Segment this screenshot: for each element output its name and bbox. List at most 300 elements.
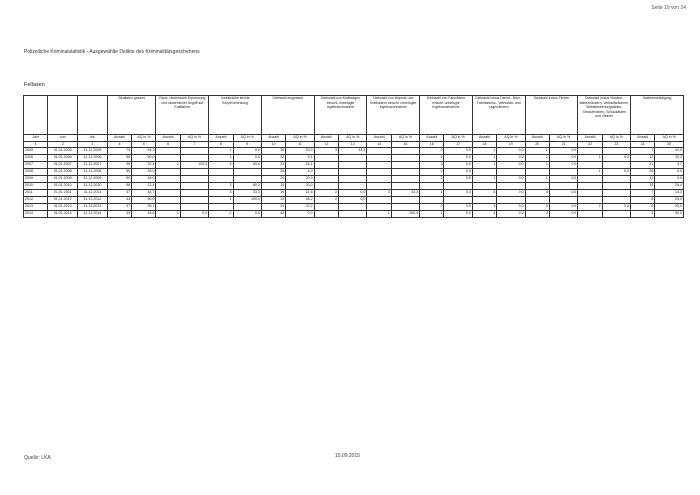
table-cell: 54,3 — [132, 148, 156, 155]
table-cell: 35,1 — [132, 204, 156, 211]
source-note: Quelle: LKA — [24, 455, 51, 461]
table-cell: 0,0 — [549, 204, 577, 211]
table-cell: 7 — [631, 190, 655, 197]
table-cell: 1 — [420, 190, 444, 197]
column-index: 9 — [233, 142, 261, 148]
table-cell: 4 — [472, 190, 496, 197]
table-cell — [602, 176, 630, 183]
column-index: 19 — [497, 142, 525, 148]
table-cell: 31.12.2012 — [78, 197, 108, 204]
column-index: 24 — [631, 142, 655, 148]
table-cell: 3 — [472, 204, 496, 211]
column-index: 4 — [107, 142, 131, 148]
table-cell: 1 — [525, 155, 549, 162]
column-subheader: Anzahl — [261, 135, 285, 142]
table-cell — [209, 204, 233, 211]
table-cell: 14,3 — [655, 190, 684, 197]
table-cell: 3 — [209, 190, 233, 197]
table-row — [24, 183, 684, 190]
table-cell — [391, 162, 419, 169]
table-cell — [156, 197, 180, 204]
table-cell — [156, 176, 180, 183]
table-cell: 3 — [367, 190, 391, 197]
table-cell: 100,0 — [233, 197, 261, 204]
table-cell: 01.01.2009 — [48, 176, 78, 183]
table-cell — [180, 176, 208, 183]
table-cell: 0,0 — [444, 211, 472, 218]
table-cell: 1 — [156, 211, 180, 218]
table-cell — [367, 169, 391, 176]
table-cell — [525, 169, 549, 176]
table-cell: 1 — [525, 176, 549, 183]
group-header: Vorsätzliche leichte Körperverletzung — [209, 96, 262, 135]
year-cell: 2012 — [24, 197, 48, 204]
table-cell: 8 — [631, 197, 655, 204]
statistics-table — [23, 95, 684, 218]
year-cell: 2009 — [24, 176, 48, 183]
table-cell: 0,0 — [497, 155, 525, 162]
table-cell: 15 — [631, 183, 655, 190]
table-cell: 0,0 — [233, 148, 261, 155]
table-cell: 1 — [472, 148, 496, 155]
table-cell: 01.01.2008 — [48, 169, 78, 176]
table-cell: 50 — [107, 169, 131, 176]
column-subheader: bis — [78, 135, 108, 142]
table-cell — [339, 211, 367, 218]
table-cell — [602, 162, 630, 169]
subheader-row — [24, 135, 684, 142]
table-cell — [391, 169, 419, 176]
table-cell: 0,0 — [233, 211, 261, 218]
table-cell — [233, 169, 261, 176]
table-cell: 0,0 — [339, 190, 367, 197]
column-subheader: von — [48, 135, 78, 142]
table-row — [24, 169, 684, 176]
table-row — [24, 148, 684, 155]
header-blank — [24, 96, 48, 135]
table-cell — [233, 176, 261, 183]
column-subheader: Anzahl — [156, 135, 180, 142]
table-cell — [578, 183, 602, 190]
table-cell — [472, 169, 496, 176]
table-cell: 1 — [472, 155, 496, 162]
table-cell: 4 — [631, 211, 655, 218]
table-cell: 0,0 — [497, 190, 525, 197]
table-cell: 0,0 — [549, 155, 577, 162]
table-cell — [444, 197, 472, 204]
table-cell: 21 — [631, 162, 655, 169]
table-cell: 13 — [261, 197, 285, 204]
table-cell: 50,0 — [132, 155, 156, 162]
table-cell — [578, 197, 602, 204]
table-cell: 2 — [578, 204, 602, 211]
table-cell — [180, 204, 208, 211]
table-cell: 50,0 — [132, 197, 156, 204]
table-cell: 31.12.2011 — [78, 190, 108, 197]
table-cell: 31.12.2013 — [78, 204, 108, 211]
table-cell: 1 — [156, 162, 180, 169]
column-subheader: Jahr — [24, 135, 48, 142]
column-index: 13 — [339, 142, 367, 148]
table-cell: 12 — [631, 155, 655, 162]
table-cell: 36 — [107, 162, 131, 169]
table-cell — [156, 148, 180, 155]
table-cell: 31.12.2008 — [78, 169, 108, 176]
table-cell: 19 — [261, 190, 285, 197]
table-cell: 2 — [420, 176, 444, 183]
column-subheader: AQ in % — [180, 135, 208, 142]
table-cell — [444, 183, 472, 190]
column-subheader: AQ in % — [655, 135, 684, 142]
table-cell — [314, 169, 338, 176]
table-cell: 0,0 — [497, 148, 525, 155]
table-cell: 33,3 — [655, 155, 684, 162]
column-subheader: AQ in % — [339, 135, 367, 142]
table-cell — [314, 204, 338, 211]
table-cell — [209, 176, 233, 183]
table-cell — [156, 169, 180, 176]
table-cell: 25,0 — [655, 197, 684, 204]
year-cell: 2007 — [24, 162, 48, 169]
table-cell: 0,0 — [549, 176, 577, 183]
column-subheader: AQ in % — [286, 135, 314, 142]
column-index: 12 — [314, 142, 338, 148]
group-header: Diebstahl in/aus Dienst-, Büro-, Fabrikations-, Werkstatt- und Lagerräumen — [472, 96, 525, 135]
column-index: 6 — [156, 142, 180, 148]
table-cell: 1 — [525, 148, 549, 155]
table-cell: 37 — [107, 204, 131, 211]
column-index: 5 — [132, 142, 156, 148]
table-cell — [549, 183, 577, 190]
column-index: 10 — [261, 142, 285, 148]
column-subheader: Anzahl — [209, 135, 233, 142]
table-cell — [339, 176, 367, 183]
table-cell: 0,0 — [286, 211, 314, 218]
table-cell: 0,0 — [180, 211, 208, 218]
column-index: 2 — [48, 142, 78, 148]
table-cell: 25,0 — [655, 204, 684, 211]
table-cell: 0,0 — [655, 169, 684, 176]
table-cell: 0,0 — [339, 197, 367, 204]
table-cell — [180, 183, 208, 190]
table-cell: 0,0 — [497, 176, 525, 183]
column-index: 3 — [78, 142, 108, 148]
table-cell: 4,0 — [286, 169, 314, 176]
column-index: 20 — [525, 142, 549, 148]
table-cell — [602, 211, 630, 218]
year-cell: 2011 — [24, 190, 48, 197]
table-cell: 46,2 — [286, 197, 314, 204]
table-cell: 42,9 — [655, 148, 684, 155]
table-cell: 30 — [261, 148, 285, 155]
group-header: Diebstahl in/aus Kiosken, Warenhäusern, Verkaufsräumen, Selbstbedienungsläden, Schaufenstern, Schaukästen und Vitrinen — [578, 96, 631, 135]
table-cell: 5 — [525, 204, 549, 211]
table-row — [24, 197, 684, 204]
column-index: 21 — [549, 142, 577, 148]
year-cell: 2014 — [24, 211, 48, 218]
table-cell — [497, 183, 525, 190]
table-cell — [180, 190, 208, 197]
table-cell: 4 — [420, 155, 444, 162]
table-cell — [156, 204, 180, 211]
table-cell: 44 — [107, 197, 131, 204]
table-cell — [314, 155, 338, 162]
group-header: Diebstahl in/aus Firmen — [525, 96, 578, 135]
column-index: 16 — [420, 142, 444, 148]
table-cell: 26 — [261, 169, 285, 176]
table-row — [24, 162, 684, 169]
column-index: 18 — [472, 142, 496, 148]
table-cell: 01.01.2013 — [48, 204, 78, 211]
table-cell: 22,4 — [132, 183, 156, 190]
table-cell: 11 — [631, 176, 655, 183]
column-index: 15 — [391, 142, 419, 148]
table-cell: 20 — [261, 176, 285, 183]
table-cell: 0,0 — [602, 155, 630, 162]
table-cell: 60,0 — [233, 183, 261, 190]
header-blank — [48, 96, 78, 135]
column-index: 23 — [602, 142, 630, 148]
table-cell: 58 — [107, 183, 131, 190]
table-cell — [156, 183, 180, 190]
table-cell: 0,0 — [549, 148, 577, 155]
table-cell — [367, 197, 391, 204]
table-cell: 2 — [314, 190, 338, 197]
column-index: 11 — [286, 142, 314, 148]
table-cell: 3 — [209, 162, 233, 169]
table-cell: 21,5 — [286, 190, 314, 197]
column-subheader: Anzahl — [314, 135, 338, 142]
year-cell: 2008 — [24, 169, 48, 176]
column-index: 14 — [367, 142, 391, 148]
table-cell — [156, 190, 180, 197]
table-cell — [209, 169, 233, 176]
column-index: 7 — [180, 142, 208, 148]
table-cell: 0,0 — [497, 162, 525, 169]
table-cell — [180, 197, 208, 204]
table-cell — [391, 155, 419, 162]
table-cell: 0,0 — [233, 155, 261, 162]
table-cell: 100,0 — [391, 211, 419, 218]
group-header: Diebstahl von Mopeds und Krafträdern einschl. unbefugter Ingebrauchnahme — [367, 96, 420, 135]
table-cell — [472, 183, 496, 190]
table-cell — [367, 155, 391, 162]
table-cell: 26 — [631, 169, 655, 176]
table-cell: 31 — [261, 162, 285, 169]
table-cell — [180, 155, 208, 162]
table-cell — [420, 197, 444, 204]
table-cell: 50 — [107, 176, 131, 183]
table-cell: 0,0 — [549, 162, 577, 169]
year-cell: 2010 — [24, 183, 48, 190]
footer-date: 15.09.2015 — [335, 453, 361, 459]
table-cell: 01.01.2012 — [48, 197, 78, 204]
header-blank — [78, 96, 108, 135]
table-cell — [367, 148, 391, 155]
table-cell: 2 — [420, 148, 444, 155]
table-cell: 0,0 — [444, 169, 472, 176]
table-cell: 1 — [209, 155, 233, 162]
table-cell: 2 — [314, 197, 338, 204]
table-cell — [391, 204, 419, 211]
table-cell — [497, 169, 525, 176]
table-cell: 7 — [631, 148, 655, 155]
table-cell: 31.12.2010 — [78, 183, 108, 190]
table-cell: 31.12.2006 — [78, 155, 108, 162]
column-subheader: Anzahl — [578, 135, 602, 142]
group-header: Raub, räuberische Erpressung und räuberischer Angriff auf Kraftfahrer — [156, 96, 209, 135]
table-cell: 0,0 — [444, 176, 472, 183]
group-header: Sachbeschädigung — [631, 96, 684, 135]
table-cell: 1 — [578, 169, 602, 176]
section-heading: Fellasen — [24, 82, 45, 88]
table-cell: 2 — [420, 169, 444, 176]
table-cell: 1 — [209, 197, 233, 204]
table-cell: 0,0 — [549, 190, 577, 197]
year-cell: 2006 — [24, 155, 48, 162]
table-cell — [578, 148, 602, 155]
table-cell: 0,0 — [655, 176, 684, 183]
column-index: 17 — [444, 142, 472, 148]
table-cell: 26,4 — [655, 183, 684, 190]
table-cell: 60,0 — [233, 162, 261, 169]
column-subheader: AQ in % — [549, 135, 577, 142]
table-cell — [497, 197, 525, 204]
table-cell — [180, 148, 208, 155]
table-cell: 1 — [472, 176, 496, 183]
table-cell: 10 — [261, 183, 285, 190]
table-cell: 31.12.2014 — [78, 211, 108, 218]
table-cell — [420, 183, 444, 190]
table-cell: 0,0 — [444, 148, 472, 155]
table-cell: 34,6 — [132, 211, 156, 218]
table-cell: 0,0 — [444, 155, 472, 162]
table-cell — [314, 162, 338, 169]
table-cell — [578, 162, 602, 169]
table-cell: 31.12.2005 — [78, 148, 108, 155]
table-cell — [314, 176, 338, 183]
table-cell: 31.12.2007 — [78, 162, 108, 169]
group-header: Straftaten gesamt — [107, 96, 156, 135]
table-cell — [339, 162, 367, 169]
table-cell — [314, 183, 338, 190]
page-number: Seite 19 von 34 — [651, 5, 686, 11]
table-cell: 46,0 — [132, 176, 156, 183]
table-cell — [367, 204, 391, 211]
table-cell: 0,0 — [444, 190, 472, 197]
table-cell — [525, 197, 549, 204]
table-cell: 33,3 — [233, 190, 261, 197]
table-cell — [525, 183, 549, 190]
table-cell: 01.01.2005 — [48, 148, 78, 155]
table-cell — [549, 197, 577, 204]
table-cell: 50,0 — [655, 211, 684, 218]
table-cell: 22,2 — [286, 204, 314, 211]
table-cell — [578, 176, 602, 183]
table-cell — [391, 183, 419, 190]
table-cell — [602, 148, 630, 155]
column-subheader: Anzahl — [107, 135, 131, 142]
table-cell: 16,1 — [286, 162, 314, 169]
group-header: Diebstahl insgesamt — [261, 96, 314, 135]
table-cell: 26,0 — [132, 169, 156, 176]
column-subheader: AQ in % — [602, 135, 630, 142]
table-cell — [391, 176, 419, 183]
table-cell: 20,0 — [286, 176, 314, 183]
table-cell: 2 — [209, 211, 233, 218]
table-cell — [314, 211, 338, 218]
table-cell: 3 — [209, 183, 233, 190]
column-subheader: AQ in % — [233, 135, 261, 142]
table-cell: 31.12.2009 — [78, 176, 108, 183]
table-cell: 4 — [525, 211, 549, 218]
table-cell: 3,7 — [655, 162, 684, 169]
table-cell — [391, 148, 419, 155]
table-cell: 39 — [107, 211, 131, 218]
table-cell: 2 — [420, 204, 444, 211]
table-cell — [602, 197, 630, 204]
column-index: 1 — [24, 142, 48, 148]
table-cell: 0,0 — [444, 162, 472, 169]
table-cell: 32,4 — [132, 162, 156, 169]
column-index: 25 — [655, 142, 684, 148]
table-cell — [578, 190, 602, 197]
column-subheader: AQ in % — [132, 135, 156, 142]
table-cell — [367, 176, 391, 183]
table-cell — [472, 197, 496, 204]
table-cell: 01.01.2007 — [48, 162, 78, 169]
table-cell — [233, 204, 261, 211]
column-subheader: AQ in % — [444, 135, 472, 142]
table-row — [24, 155, 684, 162]
table-row — [24, 190, 684, 197]
table-cell: 42 — [261, 211, 285, 218]
table-cell: 01.01.2006 — [48, 155, 78, 162]
table-cell — [602, 183, 630, 190]
table-cell: 0,0 — [602, 169, 630, 176]
table-cell: 1 — [578, 155, 602, 162]
table-cell: 0,0 — [444, 204, 472, 211]
column-subheader: Anzahl — [525, 135, 549, 142]
column-index: 22 — [578, 142, 602, 148]
table-cell — [391, 197, 419, 204]
table-cell: 0,0 — [497, 204, 525, 211]
table-cell: 24 — [261, 204, 285, 211]
table-cell — [339, 204, 367, 211]
table-cell: 33,3 — [339, 148, 367, 155]
table-cell: 0,0 — [497, 211, 525, 218]
table-cell — [156, 155, 180, 162]
table-cell: 3 — [472, 211, 496, 218]
table-cell — [602, 190, 630, 197]
table-cell: 3 — [314, 148, 338, 155]
column-subheader: AQ in % — [391, 135, 419, 142]
group-header-row — [24, 96, 684, 135]
column-subheader: Anzahl — [631, 135, 655, 142]
table-cell: 1 — [367, 211, 391, 218]
year-cell: 2013 — [24, 204, 48, 211]
document-title: Polizeiliche Kriminalstatistik - Ausgewählte Delikte des Kriminalitätsgeschehens — [24, 49, 200, 55]
table-cell: 1 — [525, 162, 549, 169]
table-cell: 0,0 — [602, 204, 630, 211]
table-cell: 1 — [420, 211, 444, 218]
table-cell: 20,0 — [286, 148, 314, 155]
table-cell: 8 — [631, 204, 655, 211]
table-cell — [549, 169, 577, 176]
table-cell: 3 — [420, 162, 444, 169]
table-cell: 01.01.2011 — [48, 190, 78, 197]
table-cell — [578, 211, 602, 218]
